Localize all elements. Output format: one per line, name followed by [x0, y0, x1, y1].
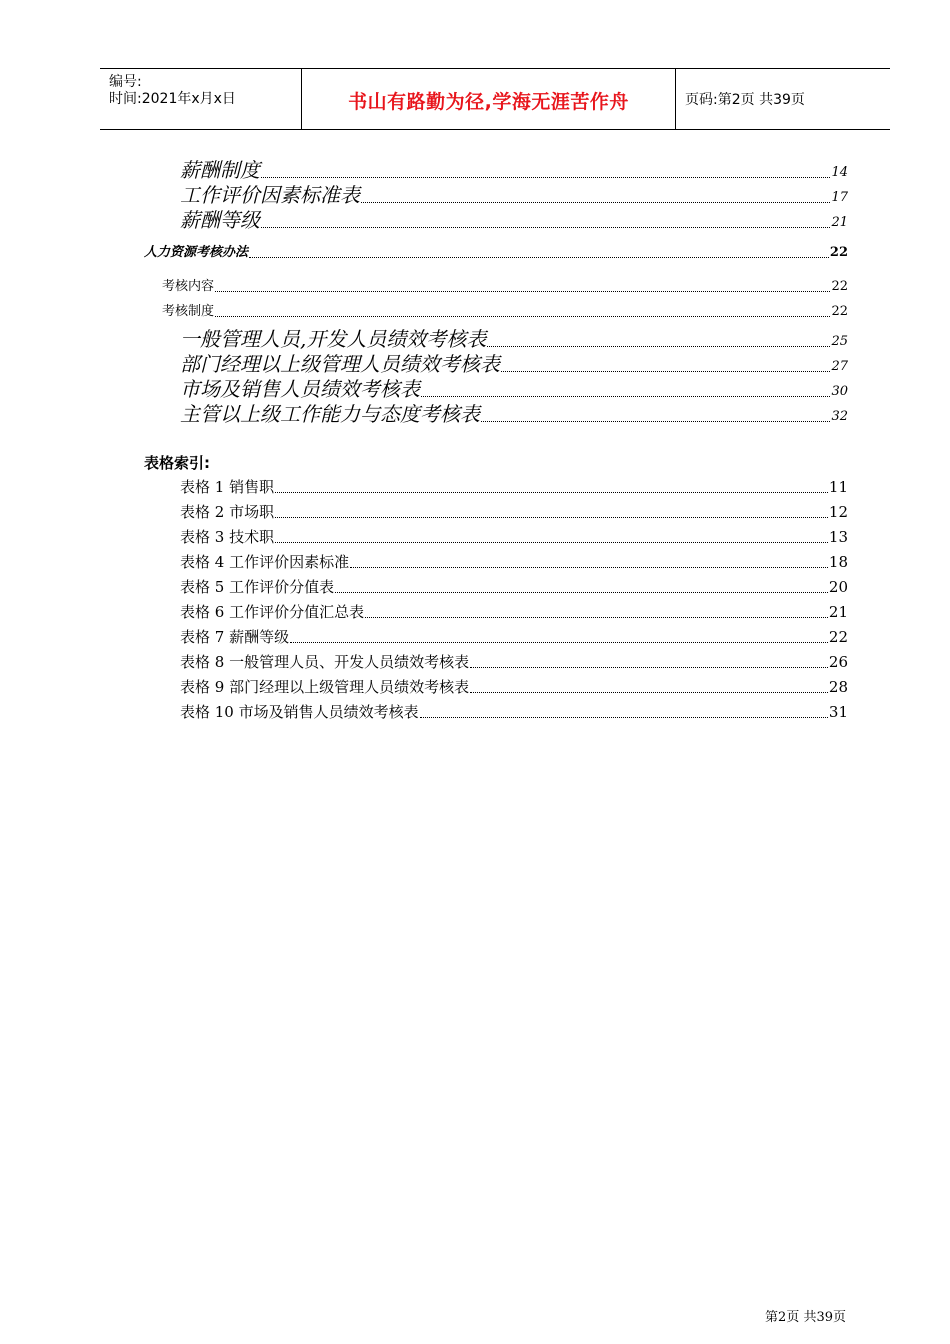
toc-entry[interactable] — [180, 158, 848, 182]
table-index-item-title: 表格 4 工作评价因素标准 — [180, 553, 350, 571]
toc-entry-title: 一般管理人员,开发人员绩效考核表 — [180, 327, 487, 351]
toc-entry-page: 17 — [831, 190, 848, 205]
header-info-cell — [100, 69, 302, 129]
table-index-item-page: 13 — [828, 528, 848, 546]
table-index-item[interactable] — [180, 627, 848, 647]
leader-dots — [335, 592, 828, 593]
toc-entry-title: 薪酬等级 — [180, 208, 260, 232]
table-index-title: 表格索引: — [144, 454, 210, 472]
toc-section[interactable] — [144, 244, 848, 262]
leader-dots — [470, 692, 828, 693]
toc-entry[interactable] — [180, 183, 848, 207]
toc-section-title: 人力资源考核办法 — [144, 245, 249, 260]
leader-dots — [420, 717, 828, 718]
toc-entry-title: 薪酬制度 — [180, 158, 260, 182]
table-index-item-title: 表格 9 部门经理以上级管理人员绩效考核表 — [180, 678, 470, 696]
table-index-item-title: 表格 1 销售职 — [180, 478, 275, 496]
toc-entry[interactable] — [180, 208, 848, 232]
table-index-item-page: 11 — [828, 478, 848, 496]
page-label: 页码:第2页 共39页 — [685, 92, 805, 108]
table-index-item-title: 表格 7 薪酬等级 — [180, 628, 290, 646]
table-index-item-page: 28 — [828, 678, 848, 696]
table-index-item[interactable] — [180, 577, 848, 597]
table-index-item-page: 26 — [828, 653, 848, 671]
table-index-item-page: 12 — [828, 503, 848, 521]
number-label: 编号: — [109, 74, 142, 90]
leader-dots — [350, 567, 828, 568]
table-index-item-title: 表格 3 技术职 — [180, 528, 275, 546]
leader-dots — [290, 642, 828, 643]
toc-entry-page: 14 — [831, 165, 848, 180]
toc-entry-title: 主管以上级工作能力与态度考核表 — [180, 402, 480, 426]
table-index-item[interactable] — [180, 602, 848, 622]
toc-entry-page: 32 — [831, 409, 848, 424]
table-index-item-page: 22 — [828, 628, 848, 646]
page-footer: 第2页 共39页 — [765, 1310, 846, 1325]
leader-dots — [275, 542, 828, 543]
table-index-item-page: 31 — [828, 703, 848, 721]
table-index-item-title: 表格 2 市场职 — [180, 503, 275, 521]
motto-text: 书山有路勤为径,学海无涯苦作舟 — [348, 91, 629, 113]
toc-entry-page: 30 — [831, 384, 848, 399]
header-page-cell — [676, 69, 890, 129]
toc-subsection[interactable] — [162, 278, 848, 296]
toc-entry[interactable] — [180, 352, 848, 376]
leader-dots — [261, 177, 830, 178]
toc-entry-page: 25 — [831, 334, 848, 349]
table-index-item[interactable] — [180, 677, 848, 697]
toc-entry[interactable] — [180, 402, 848, 426]
toc-subsection-page: 22 — [831, 304, 848, 319]
leader-dots — [261, 227, 830, 228]
leader-dots — [470, 667, 828, 668]
leader-dots — [501, 371, 830, 372]
toc-entry[interactable] — [180, 377, 848, 401]
toc-entry-title: 市场及销售人员绩效考核表 — [180, 377, 420, 401]
leader-dots — [481, 421, 830, 422]
page-header — [100, 68, 890, 130]
toc-subsection-title: 考核内容 — [162, 279, 215, 294]
leader-dots — [421, 396, 830, 397]
leader-dots — [249, 257, 829, 258]
header-motto-cell — [302, 69, 676, 129]
toc-entry[interactable] — [180, 327, 848, 351]
leader-dots — [275, 492, 828, 493]
table-index-item[interactable] — [180, 652, 848, 672]
table-index-item[interactable] — [180, 552, 848, 572]
leader-dots — [215, 316, 830, 317]
toc-subsection-title: 考核制度 — [162, 304, 215, 319]
toc-entry-title: 部门经理以上级管理人员绩效考核表 — [180, 352, 500, 376]
toc-entry-title: 工作评价因素标准表 — [180, 183, 360, 207]
table-index-item[interactable] — [180, 527, 848, 547]
leader-dots — [365, 617, 828, 618]
toc-entry-page: 21 — [831, 215, 848, 230]
leader-dots — [361, 202, 830, 203]
toc-subsection[interactable] — [162, 303, 848, 321]
table-index-item-title: 表格 6 工作评价分值汇总表 — [180, 603, 365, 621]
table-index-item-page: 21 — [828, 603, 848, 621]
time-label: 时间:2021年x月x日 — [109, 91, 236, 107]
table-index-item-title: 表格 10 市场及销售人员绩效考核表 — [180, 703, 419, 721]
table-index-item-title: 表格 5 工作评价分值表 — [180, 578, 335, 596]
table-index-item-page: 20 — [828, 578, 848, 596]
leader-dots — [215, 291, 830, 292]
toc-section-page: 22 — [829, 245, 848, 260]
table-index-item-page: 18 — [828, 553, 848, 571]
toc-subsection-page: 22 — [831, 279, 848, 294]
table-index-item-title: 表格 8 一般管理人员、开发人员绩效考核表 — [180, 653, 470, 671]
table-index-item[interactable] — [180, 502, 848, 522]
table-index-item[interactable] — [180, 702, 848, 722]
table-index-item[interactable] — [180, 477, 848, 497]
leader-dots — [487, 346, 830, 347]
toc-entry-page: 27 — [831, 359, 848, 374]
leader-dots — [275, 517, 828, 518]
